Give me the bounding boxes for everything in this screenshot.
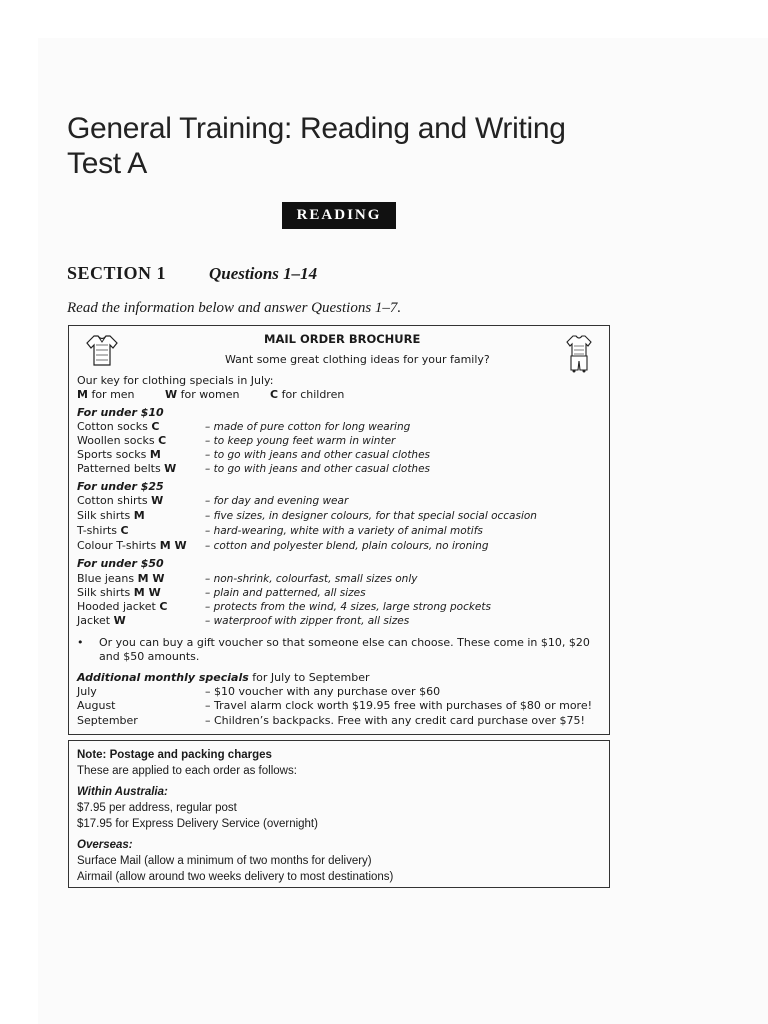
key-women [165,388,239,402]
item-desc: – protects from the wind, 4 sizes, large strong pockets [205,601,491,613]
monthly-heading: Additional monthly specials for July to September [77,671,370,684]
item-desc: – made of pure cotton for long wearing [205,421,411,433]
key-code: C [270,388,279,401]
item-name: Sports socks M [77,448,161,461]
item-desc: – hard-wearing, white with a variety of animal motifs [205,525,483,537]
item-desc: – waterproof with zipper front, all sizes [205,615,410,627]
note-intro: These are applied to each order as follows: [77,765,297,777]
section-questions: Questions 1–14 [209,264,318,283]
item-name: Hooded jacket C [77,600,168,613]
key-code: W [165,388,178,401]
brochure-subtitle: Want some great clothing ideas for your family? [225,353,490,366]
page-title [67,111,566,181]
group-heading: For under $50 [77,557,164,570]
within-line: $17.95 for Express Delivery Service (overnight) [77,818,318,830]
item-desc: – to go with jeans and other casual clothes [205,449,431,461]
key-label: for children [278,388,345,401]
overseas-line: Airmail (allow around two weeks delivery to most destinations) [77,871,394,883]
item-name: Jacket W [77,614,126,627]
item-name: Woollen socks C [77,434,167,447]
mail-order-brochure [68,325,610,735]
title-line-1: General Training: Reading and Writing [67,112,566,145]
bullet-icon: • [77,636,84,649]
item-desc: – cotton and polyester blend, plain colours, no ironing [205,540,489,552]
month-desc: – $10 voucher with any purchase over $60 [205,685,441,698]
title-line-2: Test A [67,147,147,180]
item-name: Blue jeans M W [77,572,165,585]
month-desc: – Children’s backpacks. Free with any credit card purchase over $75! [205,714,585,727]
item-desc: – to keep young feet warm in winter [205,435,396,447]
key-code: M [77,388,88,401]
item-name: Colour T-shirts M W [77,539,187,552]
key-label: for men [87,388,135,401]
overseas-line: Surface Mail (allow a minimum of two months for delivery) [77,855,372,867]
item-desc: – for day and evening wear [205,495,349,507]
month-name: July [77,685,97,698]
reading-banner: READING [282,202,396,229]
outfit-icon [565,334,593,374]
group-heading: For under $25 [77,480,164,493]
overseas-heading: Overseas: [77,839,133,851]
key-men [77,388,135,402]
group-heading: For under $10 [77,406,164,419]
shirt-icon [83,332,119,368]
item-name: Cotton shirts W [77,494,164,507]
brochure-title: MAIL ORDER BROCHURE [264,332,421,346]
month-name: August [77,699,116,712]
month-desc: – Travel alarm clock worth $19.95 free with purchases of $80 or more! [205,699,593,712]
voucher-line-1: Or you can buy a gift voucher so that someone else can choose. These come in $10, $20 [99,636,590,649]
item-name: Silk shirts M W [77,586,161,599]
voucher-line-2: and $50 amounts. [99,650,200,663]
item-desc: – to go with jeans and other casual clothes [205,463,431,475]
month-name: September [77,714,138,727]
within-line: $7.95 per address, regular post [77,802,237,814]
key-label: for women [177,388,240,401]
instruction-text: Read the information below and answer Questions 1–7. [67,300,402,316]
item-desc: – five sizes, in designer colours, for that special social occasion [205,510,537,522]
note-heading: Note: Postage and packing charges [77,749,272,761]
item-name: T-shirts C [77,524,129,537]
section-title: SECTION 1 [67,263,167,283]
key-intro: Our key for clothing specials in July: [77,374,274,387]
item-desc: – plain and patterned, all sizes [205,587,366,599]
item-name: Silk shirts M [77,509,145,522]
postage-note [68,740,610,888]
key-children [270,388,344,402]
item-desc: – non-shrink, colourfast, small sizes only [205,573,418,585]
within-heading: Within Australia: [77,786,168,798]
item-name: Cotton socks C [77,420,160,433]
item-name: Patterned belts W [77,462,177,475]
